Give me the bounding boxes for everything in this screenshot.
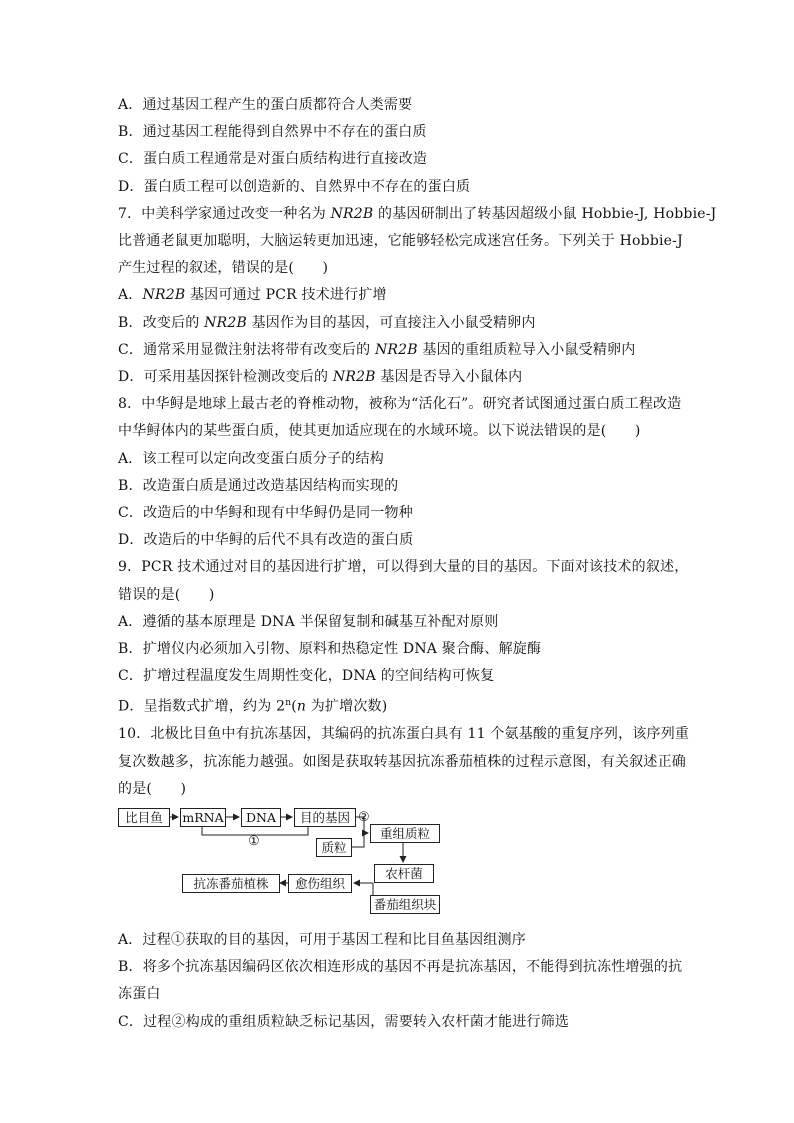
box-plasmid: 质粒 bbox=[316, 838, 352, 857]
step1-marker: ① bbox=[248, 833, 260, 849]
gene-name: NR2B bbox=[374, 341, 418, 358]
gene-name: NR2B bbox=[204, 314, 247, 331]
q9-option-a: A．遵循的基本原理是 DNA 半保留复制和碱基互补配对原则 bbox=[118, 613, 499, 630]
q9-option-c: C．扩增过程温度发生周期性变化，DNA 的空间结构可恢复 bbox=[118, 668, 495, 685]
q10-option-b-line1: B．将多个抗冻基因编码区依次相连形成的基因不再是抗冻基因，不能得到抗冻性增强的抗 bbox=[118, 959, 683, 976]
option-text: 基因的重组质粒导入小鼠受精卵内 bbox=[417, 341, 636, 358]
q8-stem-line1: 8．中华鲟是地球上最古老的脊椎动物，被称为“活化石”。研究者试图通过蛋白质工程改造 bbox=[118, 396, 682, 413]
option-text: B．改变后的 bbox=[118, 314, 205, 331]
option-text: D．呈指数式扩增，约为 2 bbox=[118, 699, 286, 716]
gene-name: NR2B bbox=[330, 205, 374, 222]
q6-option-a: A．通过基因工程产生的蛋白质都符合人类需要 bbox=[118, 97, 413, 113]
gene-name: NR2B bbox=[142, 287, 186, 304]
box-fish: 比目鱼 bbox=[118, 808, 170, 827]
q8-option-b: B．改造蛋白质是通过改造基因结构而实现的 bbox=[118, 477, 399, 494]
q8-option-d: D．改造后的中华鲟的后代不具有改造的蛋白质 bbox=[118, 532, 414, 549]
q8-stem-line2: 中华鲟体内的某些蛋白质，使其更加适应现在的水域环境。以下说法错误的是( ) bbox=[118, 423, 641, 440]
q9-option-d bbox=[118, 690, 678, 721]
q7-stem-line2: 比普通老鼠更加聪明，大脑运转更加迅速，它能够轻松完成迷宫任务。下列关于 Hobbie-J bbox=[118, 233, 683, 250]
q7-stem-line1 bbox=[118, 201, 717, 228]
q7-stem-text: 7．中美科学家通过改变一种名为 bbox=[118, 205, 331, 222]
q7-option-d bbox=[118, 364, 678, 391]
line-plasmid-recomb bbox=[352, 833, 364, 847]
q7-stem-text: 的基因研制出了转基因超级小鼠 Hobbie-J, Hobbie-J bbox=[373, 205, 717, 222]
option-text: A． bbox=[118, 287, 143, 304]
q8-option-a: A．该工程可以定向改变蛋白质分子的结构 bbox=[118, 450, 384, 467]
q6-option-b: B．通过基因工程能得到自然界中不存在的蛋白质 bbox=[118, 124, 427, 141]
process-diagram bbox=[118, 805, 678, 923]
box-transgenic-plant: 抗冻番茄植株 bbox=[182, 874, 280, 893]
step2-marker: ② bbox=[358, 809, 370, 825]
option-text: D．可采用基因探针检测改变后的 bbox=[118, 369, 333, 386]
q6-option-c: C．蛋白质工程通常是对蛋白质结构进行直接改造 bbox=[118, 151, 428, 168]
variable: n bbox=[296, 699, 307, 716]
q10-stem-line1: 10．北极比目鱼中有抗冻基因，其编码的抗冻蛋白具有 11 个氨基酸的重复序列，该序列重 bbox=[118, 726, 690, 743]
box-dna: DNA bbox=[241, 808, 281, 827]
q10-option-a: A．过程①获取的目的基因，可用于基因工程和比目鱼基因组测序 bbox=[118, 931, 526, 948]
q7-option-c bbox=[118, 337, 678, 364]
q8-option-c: C．改造后的中华鲟和现有中华鲟仍是同一物种 bbox=[118, 505, 413, 522]
box-mrna: mRNA bbox=[180, 808, 226, 827]
q9-stem-line1: 9．PCR 技术通过对目的基因进行扩增，可以得到大量的目的基因。下面对该技术的叙述， bbox=[118, 559, 689, 576]
box-target-gene: 目的基因 bbox=[294, 808, 356, 827]
exam-page bbox=[118, 92, 717, 1036]
q9-option-b: B．扩增仪内必须加入引物、原料和热稳定性 DNA 聚合酶、解旋酶 bbox=[118, 641, 542, 658]
exponent: n bbox=[285, 698, 292, 709]
option-text: 为扩增次数) bbox=[306, 699, 388, 716]
gene-name: NR2B bbox=[332, 369, 376, 386]
box-tomato-tissue: 番茄组织块 bbox=[370, 895, 440, 914]
q10-option-c: C．过程②构成的重组质粒缺乏标记基因，需要转入农杆菌才能进行筛选 bbox=[118, 1013, 570, 1030]
q7-option-b bbox=[118, 310, 678, 337]
box-callus: 愈伤组织 bbox=[288, 874, 352, 893]
q7-option-a bbox=[118, 282, 678, 309]
q6-option-d: D．蛋白质工程可以创造新的、自然界中不存在的蛋白质 bbox=[118, 178, 471, 195]
box-recombinant-plasmid: 重组质粒 bbox=[370, 824, 440, 843]
option-text: ( bbox=[291, 699, 297, 716]
option-text: 基因作为目的基因，可直接注入小鼠受精卵内 bbox=[246, 314, 536, 331]
q10-option-b-line2: 冻蛋白 bbox=[118, 986, 161, 1003]
q7-stem-line3: 产生过程的叙述，错误的是( ) bbox=[118, 260, 329, 277]
q10-stem-line3: 的是( ) bbox=[118, 780, 187, 797]
box-agrobacterium: 农杆菌 bbox=[374, 864, 434, 883]
option-text: C．通常采用显微注射法将带有改变后的 bbox=[118, 341, 375, 358]
q9-stem-line2: 错误的是( ) bbox=[118, 586, 215, 603]
q10-stem-line2: 复次数越多，抗冻能力越强。如图是获取转基因抗冻番茄植株的过程示意图，有关叙述正确 bbox=[118, 753, 686, 770]
option-text: 基因是否导入小鼠体内 bbox=[375, 369, 523, 386]
option-text: 基因可通过 PCR 技术进行扩增 bbox=[185, 287, 387, 304]
